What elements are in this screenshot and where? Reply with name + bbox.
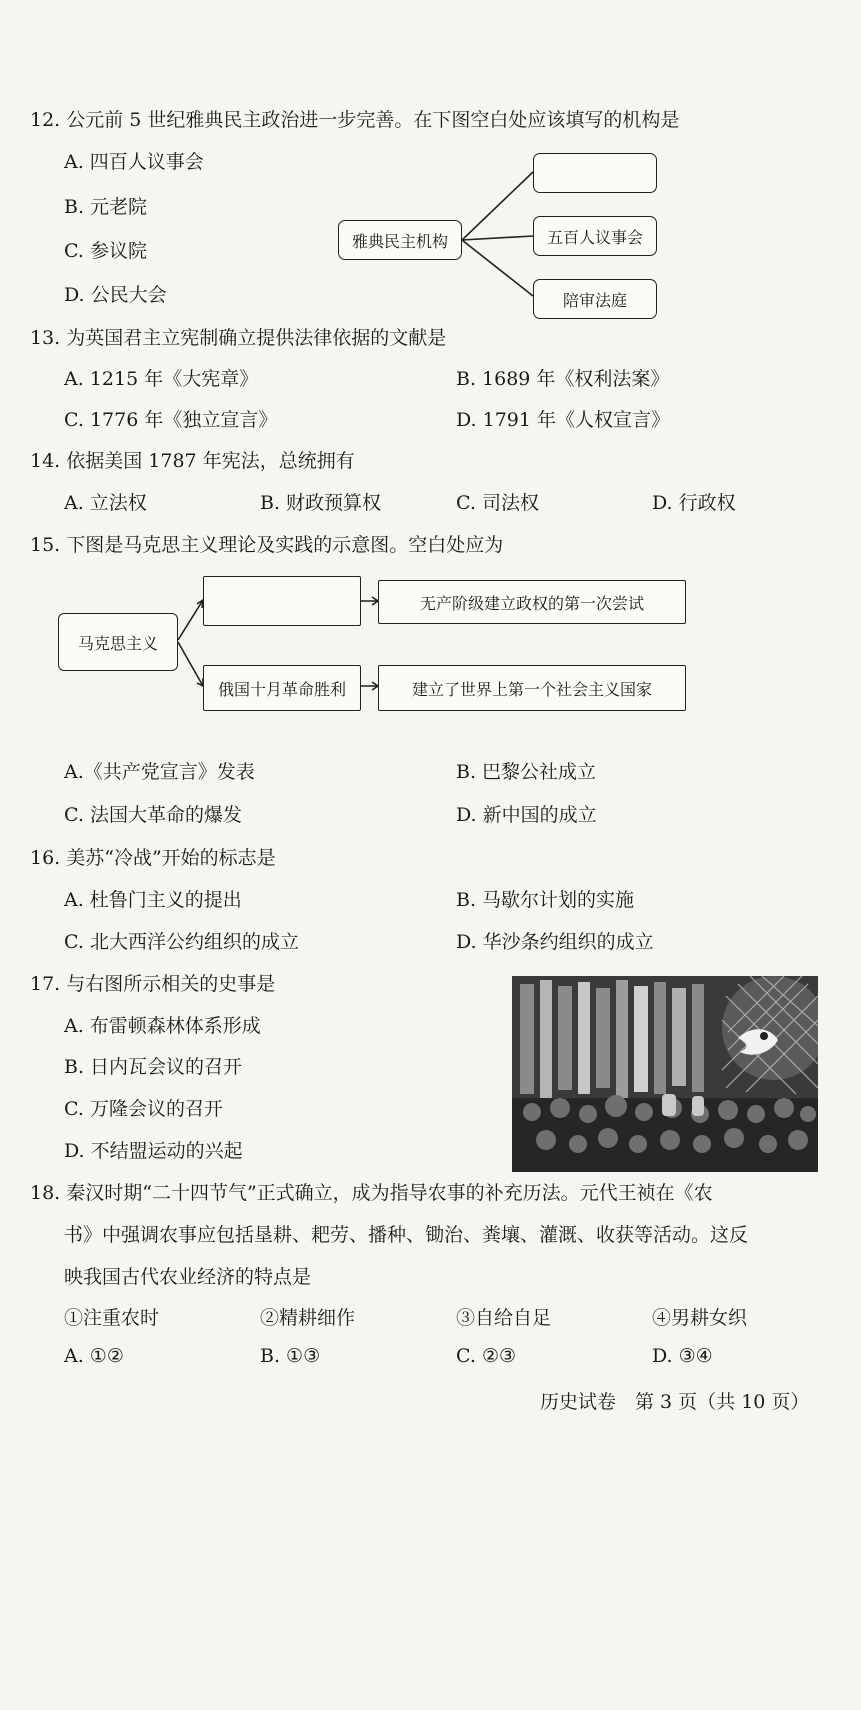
q18-item-2: ②精耕细作 <box>260 1307 356 1329</box>
q15-diagram-meaning-1: 无产阶级建立政权的第一次尝试 <box>378 580 686 624</box>
q18-item-4: ④男耕女织 <box>652 1307 748 1329</box>
q13-stem: 13. 为英国君主立宪制确立提供法律依据的文献是 <box>30 327 447 349</box>
q15-diagram-meaning-2: 建立了世界上第一个社会主义国家 <box>378 665 686 711</box>
q12-stem: 12. 公元前 5 世纪雅典民主政治进一步完善。在下图空白处应该填写的机构是 <box>30 109 680 131</box>
q18-stem-line2: 书》中强调农事应包括垦耕、耙劳、播种、锄治、粪壤、灌溉、收获等活动。这反 <box>64 1224 749 1246</box>
q16-stem: 16. 美苏“冷战”开始的标志是 <box>30 847 276 869</box>
q14-option-b[interactable]: B. 财政预算权 <box>260 492 382 514</box>
q12-diagram-center: 雅典民主机构 <box>338 220 462 260</box>
q13-option-a[interactable]: A. 1215 年《大宪章》 <box>64 368 259 390</box>
q18-option-c[interactable]: C. ②③ <box>456 1345 517 1367</box>
q12-option-a[interactable]: A. 四百人议事会 <box>64 151 204 173</box>
q15-option-c[interactable]: C. 法国大革命的爆发 <box>64 804 242 826</box>
q16-option-d[interactable]: D. 华沙条约组织的成立 <box>456 931 654 953</box>
q18-item-1: ①注重农时 <box>64 1307 160 1329</box>
q18-option-a[interactable]: A. ①② <box>64 1345 124 1367</box>
q17-stem: 17. 与右图所示相关的史事是 <box>30 973 276 995</box>
q12-diagram-box-court: 陪审法庭 <box>533 279 657 319</box>
conference-photo <box>512 976 818 1172</box>
q15-option-b[interactable]: B. 巴黎公社成立 <box>456 761 597 783</box>
q18-stem-line1: 18. 秦汉时期“二十四节气”正式确立，成为指导农事的补充历法。元代王祯在《农 <box>30 1182 713 1204</box>
q17-option-d[interactable]: D. 不结盟运动的兴起 <box>64 1140 243 1162</box>
q13-option-b[interactable]: B. 1689 年《权利法案》 <box>456 368 670 390</box>
q15-diagram-root: 马克思主义 <box>58 613 178 671</box>
q15-option-d[interactable]: D. 新中国的成立 <box>456 804 597 826</box>
q16-option-b[interactable]: B. 马歇尔计划的实施 <box>456 889 635 911</box>
q18-option-b[interactable]: B. ①③ <box>260 1345 321 1367</box>
q18-option-d[interactable]: D. ③④ <box>652 1345 713 1367</box>
q14-option-d[interactable]: D. 行政权 <box>652 492 736 514</box>
q15-option-a[interactable]: A.《共产党宣言》发表 <box>64 761 255 783</box>
q14-option-a[interactable]: A. 立法权 <box>64 492 147 514</box>
q12-option-c[interactable]: C. 参议院 <box>64 240 147 262</box>
q17-option-b[interactable]: B. 日内瓦会议的召开 <box>64 1056 243 1078</box>
q17-option-c[interactable]: C. 万隆会议的召开 <box>64 1098 223 1120</box>
q18-stem-line3: 映我国古代农业经济的特点是 <box>64 1266 312 1288</box>
q16-option-a[interactable]: A. 杜鲁门主义的提出 <box>64 889 242 911</box>
q15-diagram-blank-box <box>203 576 361 626</box>
q14-stem: 14. 依据美国 1787 年宪法，总统拥有 <box>30 450 355 472</box>
q14-option-c[interactable]: C. 司法权 <box>456 492 539 514</box>
q13-option-c[interactable]: C. 1776 年《独立宣言》 <box>64 409 278 431</box>
q12-diagram-box-council: 五百人议事会 <box>533 216 657 256</box>
q12-diagram-blank-box <box>533 153 657 193</box>
q12-option-d[interactable]: D. 公民大会 <box>64 284 167 306</box>
q15-diagram-event-2: 俄国十月革命胜利 <box>203 665 361 711</box>
q15-stem: 15. 下图是马克思主义理论及实践的示意图。空白处应为 <box>30 534 504 556</box>
q17-option-a[interactable]: A. 布雷顿森林体系形成 <box>64 1015 261 1037</box>
q18-item-3: ③自给自足 <box>456 1307 552 1329</box>
q16-option-c[interactable]: C. 北大西洋公约组织的成立 <box>64 931 299 953</box>
q12-option-b[interactable]: B. 元老院 <box>64 196 148 218</box>
page-footer: 历史试卷 第 3 页（共 10 页） <box>540 1391 810 1413</box>
q13-option-d[interactable]: D. 1791 年《人权宣言》 <box>456 409 671 431</box>
